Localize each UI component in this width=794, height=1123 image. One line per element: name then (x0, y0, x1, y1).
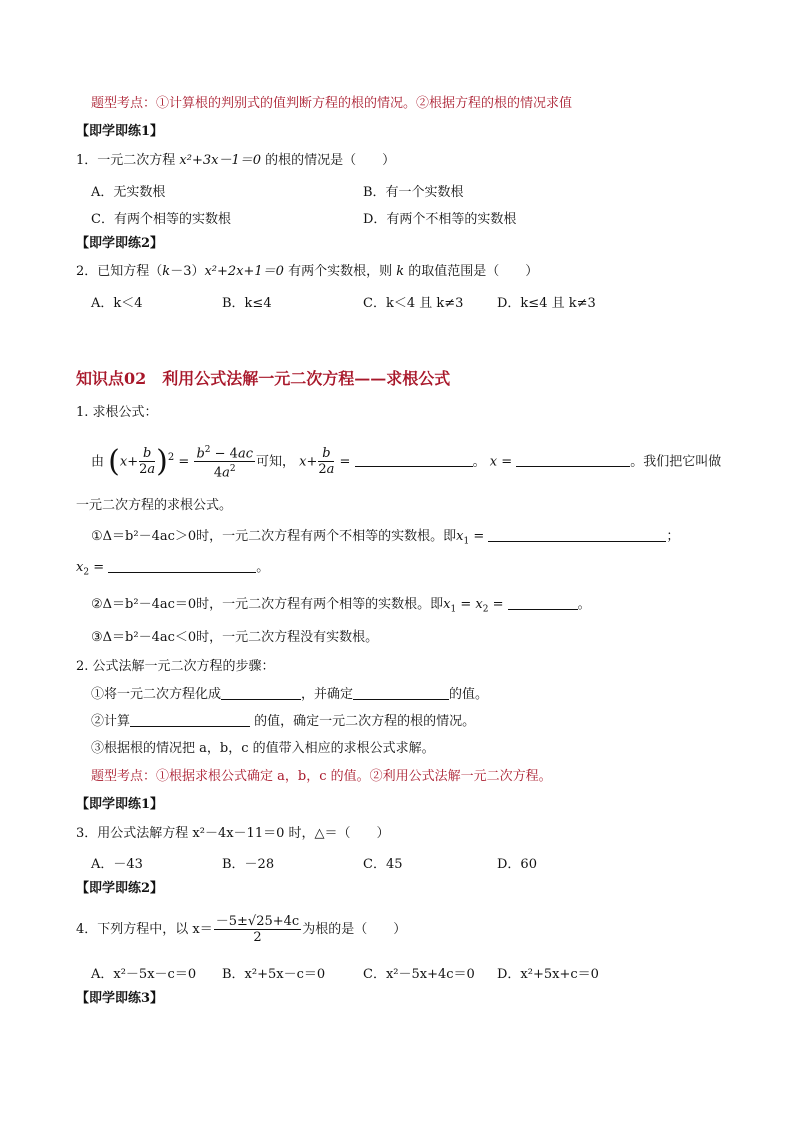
q1-option-b[interactable]: B．有一个实数根 (363, 185, 464, 200)
formula-cont: 一元二次方程的求根公式。 (76, 498, 233, 513)
q2-option-c[interactable]: C．k＜4 且 k≠3 (363, 296, 464, 311)
q4-post: 为根的是（ ） (302, 922, 407, 937)
q4-frac-num: －5±√25+4c (215, 914, 300, 929)
q3-option-b[interactable]: B．－28 (222, 857, 275, 872)
q2-post1: 有两个实数根，则 (283, 264, 397, 279)
case-3: ③Δ＝b²－4ac＜0时，一元二次方程没有实数根。 (91, 630, 379, 645)
case-2-text: ②Δ＝b²－4ac＝0时，一元二次方程有两个相等的实数根。即 (91, 597, 444, 612)
section-title: 知识点02 利用公式法解一元二次方程——求根公式 (76, 369, 451, 388)
q1-num: 1． (76, 153, 98, 168)
formula-line: 由 (x+ $\frac{b}{2a}$ )$^2$ = $\frac{b^2 - 4ac}{4a^2}$ 可知， x+ $\frac{b}{2a}$ = 。 x = 。我们把它叫做 (91, 443, 722, 481)
frac-b-2a-2: $\frac{b}{2a}$ (318, 446, 335, 478)
step-1c: 的值。 (449, 687, 489, 702)
formula-kezhi: 可知， (255, 454, 295, 470)
kaodian-2: 题型考点：①根据求根公式确定 a，b，c 的值。②利用公式法解一元二次方程。 (91, 769, 552, 784)
para-2: 2. 公式法解一元二次方程的步骤： (76, 659, 275, 674)
q1-option-d[interactable]: D．有两个不相等的实数根 (363, 212, 517, 227)
lianxi-label-2: 【即学即练2】 (76, 236, 164, 251)
q4-option-a[interactable]: A．x²－5x－c＝0 (91, 967, 197, 982)
case-2: ②Δ＝b²－4ac＝0时，一元二次方程有两个相等的实数根。即$x_1 = x_2$ = 。 (91, 597, 591, 615)
step-3: ③根据根的情况把 a，b，c 的值带入相应的求根公式求解。 (91, 741, 435, 756)
q2-pre: 已知方程（ (97, 264, 163, 279)
q4-option-b[interactable]: B．x²+5x－c＝0 (222, 967, 326, 982)
q2-option-a[interactable]: A．k＜4 (91, 296, 143, 311)
question-3: 3．用公式法解方程 x²－4x－11＝0 时，△＝（ ） (76, 826, 390, 841)
q1-eq: x²+3x－1＝0 (179, 153, 262, 168)
lianxi-label-3: 【即学即练1】 (76, 797, 164, 812)
formula-you: 由 (91, 454, 105, 470)
step-2 (91, 712, 475, 731)
q2-num: 2． (76, 264, 98, 279)
q3-option-d[interactable]: D．60 (497, 857, 537, 872)
q1-pre: 一元二次方程 (97, 153, 180, 168)
q4-option-d[interactable]: D．x²+5x+c＝0 (497, 967, 599, 982)
q3-option-c[interactable]: C．45 (363, 857, 403, 872)
formula-end: 。我们把它叫做 (630, 454, 722, 470)
step-1 (91, 685, 488, 704)
lianxi-label-1: 【即学即练1】 (76, 124, 164, 139)
q2-post2: 的取值范围是（ ） (404, 264, 539, 279)
blank-step2[interactable] (130, 712, 250, 727)
case-1: ①Δ＝b²－4ac＞0时，一元二次方程有两个不相等的实数根。即$x_1$ = ； (91, 529, 680, 547)
para-1: 1. 求根公式： (76, 405, 158, 420)
step-2b: 的值，确定一元二次方程的根的情况。 (250, 714, 476, 729)
q4-option-c[interactable]: C．x²－5x+4c＝0 (363, 967, 475, 982)
blank-step1a[interactable] (221, 685, 301, 700)
lianxi-label-5: 【即学即练3】 (76, 991, 164, 1006)
left-paren: ( (108, 443, 120, 479)
q4-pre: 4．下列方程中，以 x＝ (76, 922, 213, 937)
q1-option-a[interactable]: A．无实数根 (91, 185, 166, 200)
q1-post: 的根的情况是（ ） (261, 153, 396, 168)
q2-eq: x²+2x+1＝0 (204, 264, 284, 279)
blank-x12[interactable] (508, 595, 578, 610)
q2-option-d[interactable]: D．k≤4 且 k≠3 (497, 296, 596, 311)
question-2 (76, 263, 538, 281)
blank-step1b[interactable] (353, 685, 449, 700)
q2-k: k (162, 264, 171, 279)
blank-x2[interactable] (108, 558, 256, 573)
question-4 (76, 910, 406, 950)
q2-k2: k (396, 264, 405, 279)
blank-1[interactable] (355, 452, 473, 467)
frac-b-2a: $\frac{b}{2a}$ (139, 446, 156, 478)
q4-frac (214, 914, 301, 945)
q2-option-b[interactable]: B．k≤4 (222, 296, 272, 311)
kaodian-1: 题型考点：①计算根的判别式的值判断方程的根的情况。②根据方程的根的情况求值 (91, 96, 573, 111)
q2-mid: －3） (170, 264, 205, 279)
step-1b: ，并确定 (301, 687, 354, 702)
blank-x1[interactable] (488, 527, 666, 542)
step-2a: ②计算 (91, 714, 131, 729)
q4-frac-den: 2 (253, 930, 262, 945)
blank-2[interactable] (516, 452, 630, 467)
step-1a: ①将一元二次方程化成 (91, 687, 222, 702)
question-1 (76, 152, 395, 170)
frac-disc: $\frac{b^2 - 4ac}{4a^2}$ (196, 445, 253, 481)
case-1-x2: $x_2$ = 。 (76, 560, 270, 578)
q1-option-c[interactable]: C．有两个相等的实数根 (91, 212, 231, 227)
lianxi-label-4: 【即学即练2】 (76, 881, 164, 896)
case-1-text: ①Δ＝b²－4ac＞0时，一元二次方程有两个不相等的实数根。即 (91, 529, 457, 544)
q3-option-a[interactable]: A．－43 (91, 857, 143, 872)
